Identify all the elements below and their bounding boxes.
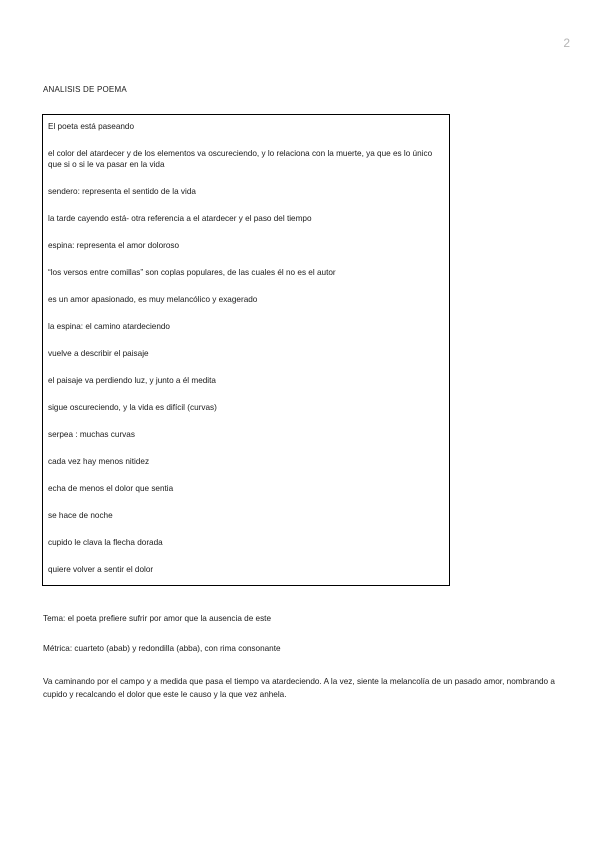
- analysis-line: cada vez hay menos nitidez: [48, 457, 150, 466]
- analysis-line: echa de menos el dolor que sentia: [48, 484, 174, 493]
- analysis-line: sendero: representa el sentido de la vida: [48, 187, 196, 196]
- analysis-line: espina: representa el amor doloroso: [48, 241, 180, 250]
- summary-paragraph: Va caminando por el campo y a medida que pasa el tiempo va atardeciendo. A la vez, siente la melancolía de un pasado amor, nombrando a cupido y recalcando el dolor que este le causo y la que vez anhela.: [43, 677, 555, 700]
- analysis-line: El poeta está paseando: [48, 122, 135, 131]
- analysis-line: se hace de noche: [48, 511, 113, 520]
- document-heading: ANALISIS DE POEMA: [43, 85, 127, 94]
- metrica-paragraph: Métrica: cuarteto (abab) y redondilla (abba), con rima consonante: [43, 644, 281, 654]
- analysis-line: es un amor apasionado, es muy melancólico y exagerado: [48, 295, 258, 304]
- analysis-line: vuelve a describir el paisaje: [48, 349, 149, 358]
- analysis-line: serpea : muchas curvas: [48, 430, 135, 439]
- analysis-box: [42, 114, 450, 586]
- analysis-line: cupido le clava la flecha dorada: [48, 538, 163, 547]
- analysis-line: el paisaje va perdiendo luz, y junto a él medita: [48, 376, 216, 385]
- page-number: 2: [563, 36, 570, 50]
- tema-paragraph: Tema: el poeta prefiere sufrir por amor que la ausencia de este: [43, 614, 272, 624]
- analysis-line: el color del atardecer y de los elementos va oscureciendo, y lo relaciona con la muerte, ya que es lo único que si o si le va pasar en la vida: [48, 149, 433, 169]
- analysis-line: sigue oscureciendo, y la vida es difícil (curvas): [48, 403, 217, 412]
- analysis-line: la espina: el camino atardeciendo: [48, 322, 170, 331]
- analysis-line: quiere volver a sentir el dolor: [48, 565, 154, 574]
- analysis-line: “los versos entre comillas” son coplas populares, de las cuales él no es el autor: [48, 268, 336, 277]
- analysis-line: la tarde cayendo está- otra referencia a el atardecer y el paso del tiempo: [48, 214, 312, 223]
